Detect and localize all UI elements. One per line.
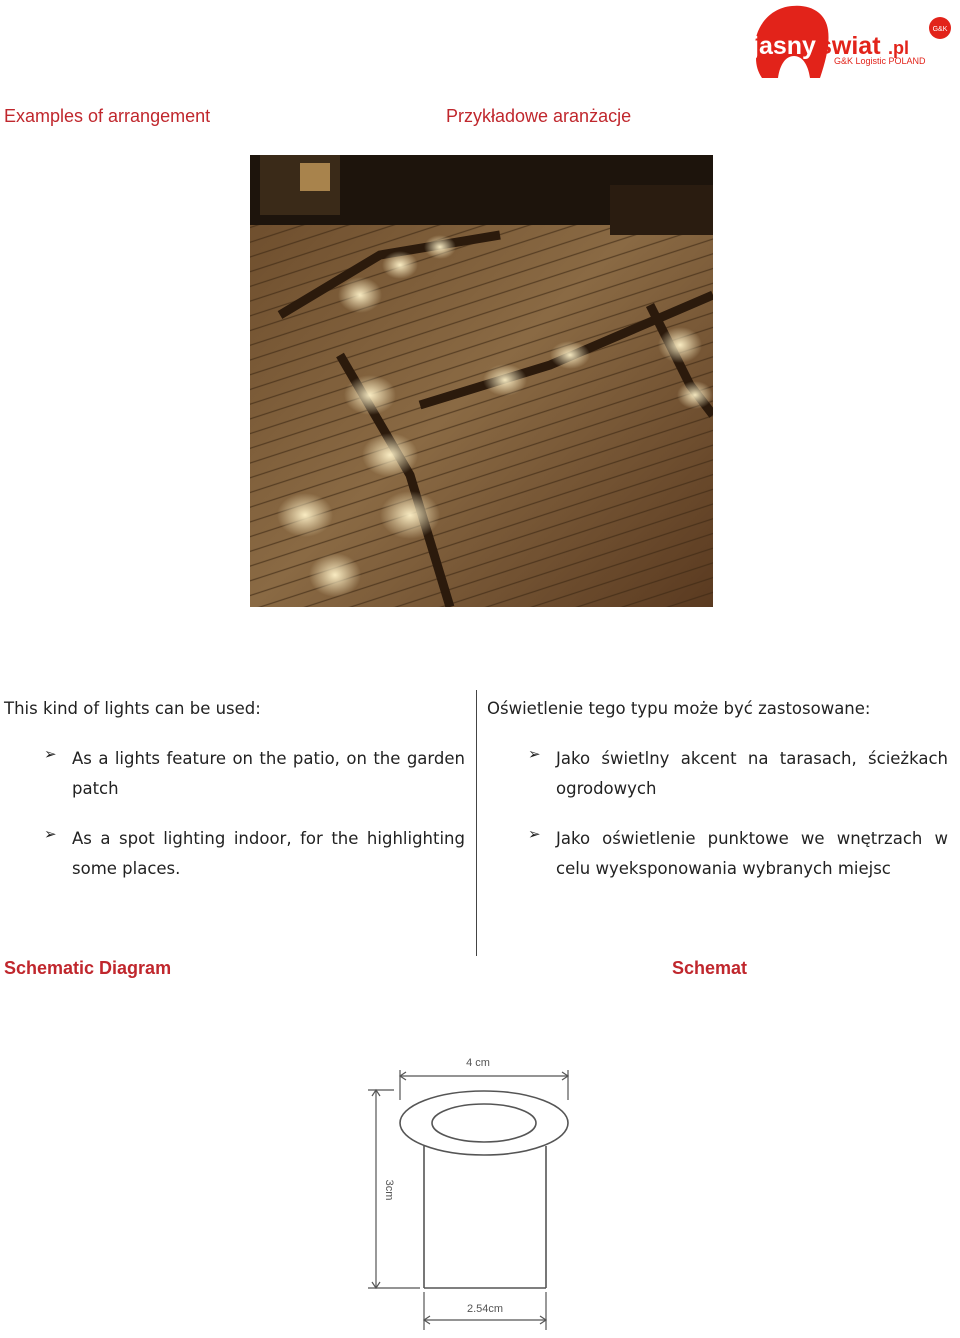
schematic-title-pl: Schemat — [672, 958, 748, 978]
usage-item-pl-2 — [528, 824, 948, 884]
arrowhead-bullet-icon: ➢ — [44, 825, 57, 843]
usage-intro-pl: Oświetlenie tego typu może być zastosowane: — [487, 699, 871, 718]
arrowhead-bullet-icon: ➢ — [528, 825, 541, 843]
lamp-outer-rim — [400, 1091, 568, 1155]
schematic-diagram — [360, 1050, 580, 1335]
arrangement-title-pl: Przykładowe aranżacje — [446, 106, 632, 126]
arrowhead-bullet-icon: ➢ — [528, 745, 541, 763]
usage-item-en-2 — [44, 824, 465, 884]
usage-item-pl-1 — [528, 744, 948, 804]
column-divider — [476, 690, 477, 956]
usage-intro-en: This kind of lights can be used: — [4, 699, 261, 718]
jasnyswiat-logo — [748, 4, 958, 82]
dim-side-label: 3cm — [383, 1179, 395, 1201]
lamp-inner-lens — [432, 1104, 536, 1142]
usage-item-pl-1-text: Jako świetlny akcent na tarasach, ścieżkach ogrodowych — [556, 749, 948, 798]
usage-item-en-1-text: As a lights feature on the patio, on the garden patch — [72, 749, 465, 798]
arrowhead-bullet-icon: ➢ — [44, 745, 57, 763]
dim-top-label: 4 cm — [466, 1057, 490, 1069]
usage-item-pl-2-text: Jako oświetlenie punktowe we wnętrzach w celu wyeksponowania wybranych miejsc — [556, 829, 948, 878]
usage-item-en-2-text: As a spot lighting indoor, for the highlighting some places. — [72, 829, 465, 878]
logo-badge-text: G&K — [932, 26, 948, 33]
dim-bottom-label: 2.54cm — [466, 1303, 504, 1315]
deck-lighting-photo — [250, 155, 713, 607]
logo-word-swiat: swiat — [818, 32, 881, 60]
logo-suffix: .pl — [888, 38, 909, 58]
logo-word-jasny: jasny — [752, 32, 816, 60]
arrangement-title-en: Examples of arrangement — [4, 106, 211, 126]
schematic-title-en: Schematic Diagram — [4, 958, 172, 978]
logo-tagline: G&K Logistic POLAND — [834, 56, 926, 66]
usage-item-en-1 — [44, 744, 465, 804]
